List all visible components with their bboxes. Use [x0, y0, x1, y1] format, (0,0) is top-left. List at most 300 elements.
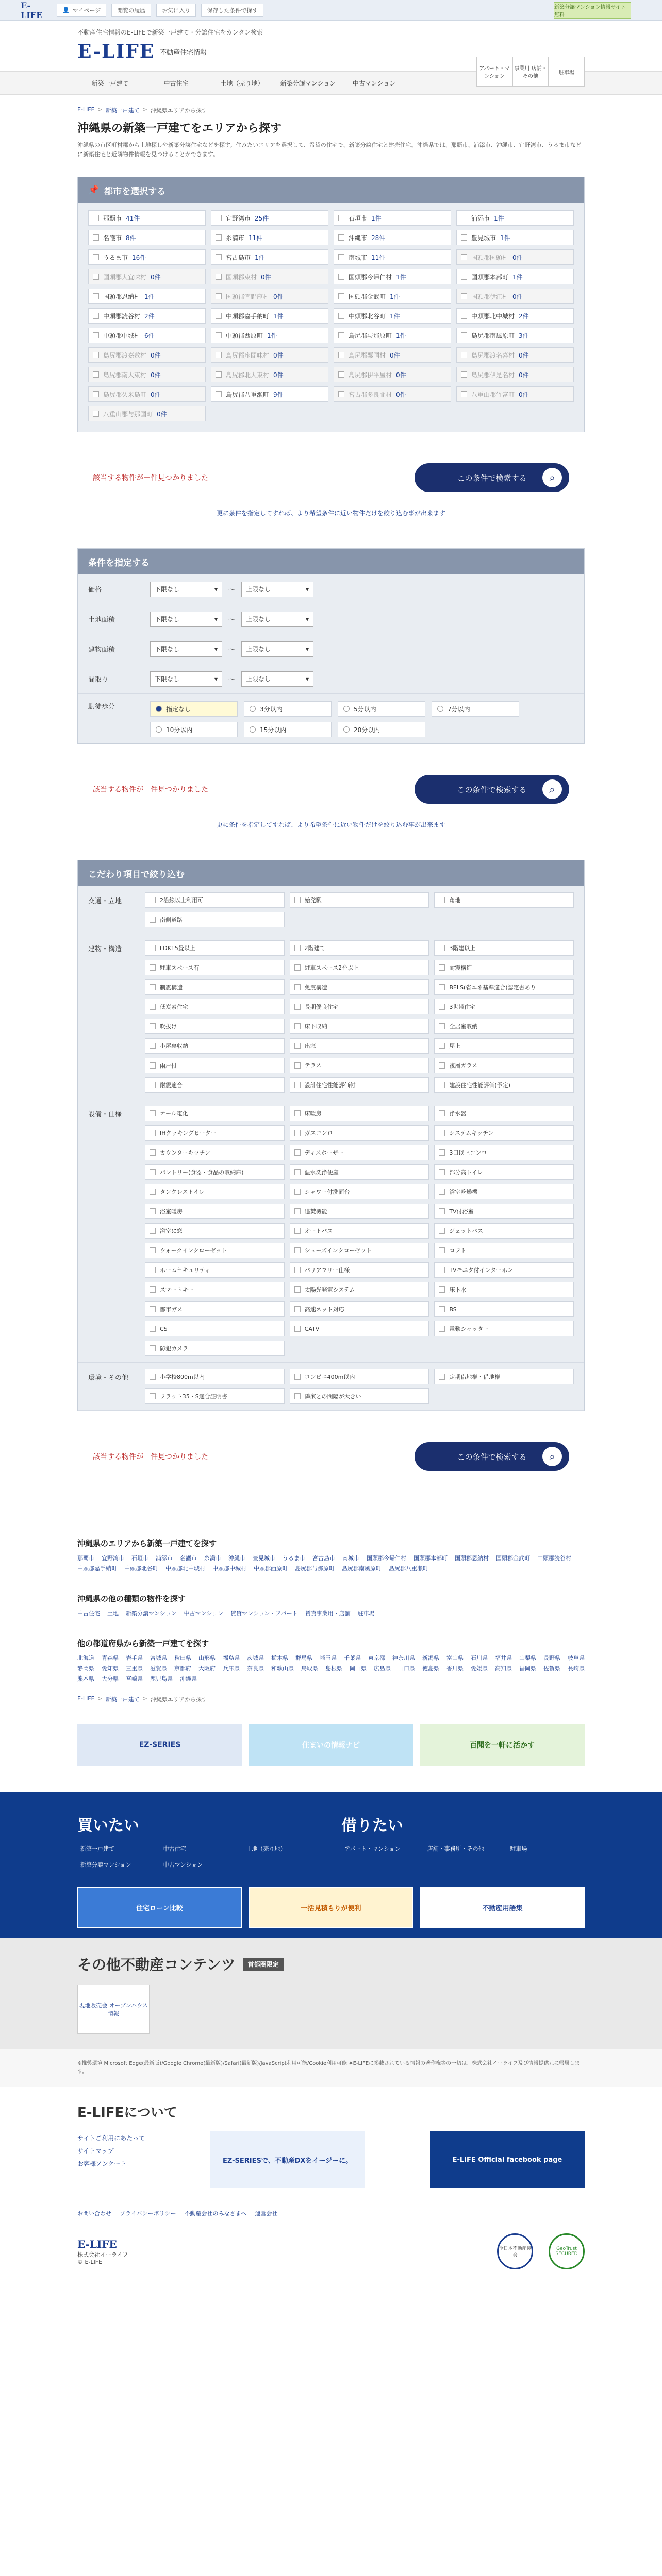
pref-link[interactable]: 栃木県 [271, 1655, 288, 1662]
pref-link[interactable]: 岐阜県 [568, 1655, 585, 1662]
city-checkbox[interactable] [93, 293, 99, 299]
kodawari-checkbox[interactable] [439, 1130, 445, 1136]
kodawari-checkbox[interactable] [150, 917, 156, 923]
other-type-link[interactable]: 賃貸事業用・店舗 [305, 1610, 351, 1617]
footer-buy-link[interactable]: 中古住宅 [160, 1842, 238, 1855]
pref-link[interactable]: 長野県 [543, 1655, 560, 1662]
kodawari-checkbox[interactable] [439, 1326, 445, 1332]
kodawari-checkbox[interactable] [439, 964, 445, 971]
pref-link[interactable]: 兵庫県 [223, 1665, 240, 1672]
kodawari-checkbox[interactable] [439, 1082, 445, 1088]
pref-link[interactable]: 愛知県 [102, 1665, 119, 1672]
area-link[interactable]: 島尻郡与那原町 [295, 1565, 335, 1572]
area-link[interactable]: 中頭郡中城村 [212, 1565, 246, 1572]
crumb-new-house[interactable]: 新築一戸建て [105, 107, 140, 114]
pref-link[interactable]: 山形県 [198, 1655, 216, 1662]
kodawari-checkbox[interactable] [150, 897, 156, 903]
city-checkbox[interactable] [216, 254, 222, 260]
city-option[interactable] [88, 210, 206, 226]
pref-link[interactable]: 宮城県 [150, 1655, 167, 1662]
kodawari-checkbox[interactable] [150, 1228, 156, 1234]
kodawari-option[interactable] [290, 1184, 429, 1199]
kodawari-option[interactable] [290, 1058, 429, 1073]
kodawari-checkbox[interactable] [439, 1062, 445, 1069]
footer-buy-link[interactable]: 土地（売り地） [243, 1842, 321, 1855]
kodawari-checkbox[interactable] [294, 1110, 301, 1116]
city-option[interactable] [88, 230, 206, 245]
kodawari-option[interactable] [145, 1145, 285, 1160]
link-agents[interactable]: 不動産会社のみなさまへ [184, 2210, 247, 2217]
max-select[interactable] [241, 641, 313, 657]
kodawari-checkbox[interactable] [439, 1004, 445, 1010]
kodawari-checkbox[interactable] [150, 1189, 156, 1195]
kodawari-checkbox[interactable] [439, 1043, 445, 1049]
kodawari-option[interactable] [434, 1184, 574, 1199]
pref-link[interactable]: 鳥取県 [301, 1665, 318, 1672]
area-link[interactable]: うるま市 [283, 1555, 305, 1562]
kodawari-option[interactable] [434, 1301, 574, 1317]
kodawari-checkbox[interactable] [294, 1393, 301, 1399]
walk-radio[interactable] [150, 701, 238, 717]
city-option[interactable] [456, 230, 574, 245]
kodawari-option[interactable] [145, 940, 285, 956]
area-link[interactable]: 浦添市 [156, 1555, 173, 1562]
kodawari-checkbox[interactable] [439, 1286, 445, 1293]
city-checkbox[interactable] [338, 293, 344, 299]
city-option[interactable] [211, 308, 328, 324]
kodawari-checkbox[interactable] [294, 897, 301, 903]
area-link[interactable]: 中頭郡北中城村 [166, 1565, 205, 1572]
kodawari-option[interactable] [434, 1125, 574, 1141]
kodawari-option[interactable] [290, 1204, 429, 1219]
walk-radio[interactable] [244, 701, 332, 717]
kodawari-option[interactable] [290, 1077, 429, 1093]
walk-radio[interactable] [244, 722, 332, 737]
kodawari-checkbox[interactable] [150, 1023, 156, 1029]
geotrust-seal[interactable]: GeoTrust SECURED [549, 2233, 585, 2269]
city-checkbox[interactable] [461, 215, 467, 221]
search-button[interactable] [415, 775, 569, 804]
kodawari-option[interactable] [145, 960, 285, 975]
kodawari-option[interactable] [290, 999, 429, 1014]
city-checkbox[interactable] [216, 332, 222, 338]
kodawari-option[interactable] [145, 1282, 285, 1297]
crumb-home[interactable]: E-LIFE [77, 1695, 95, 1702]
area-link[interactable]: 宜野湾市 [102, 1555, 124, 1562]
area-link[interactable]: 中頭郡西原町 [254, 1565, 288, 1572]
header-business-link[interactable]: 事業用 店舗・その他 [512, 57, 549, 87]
pref-link[interactable]: 福井県 [495, 1655, 512, 1662]
kodawari-option[interactable] [290, 1106, 429, 1121]
kodawari-checkbox[interactable] [294, 1082, 301, 1088]
kodawari-option[interactable] [290, 1388, 429, 1404]
kodawari-option[interactable] [145, 1243, 285, 1258]
pref-link[interactable]: 愛媛県 [471, 1665, 488, 1672]
search-button[interactable] [415, 1442, 569, 1471]
search-button[interactable] [415, 463, 569, 492]
other-type-link[interactable]: 賃貸マンション・アパート [230, 1610, 298, 1617]
area-link[interactable]: 宮古島市 [312, 1555, 335, 1562]
pref-link[interactable]: 秋田県 [174, 1655, 191, 1662]
kodawari-checkbox[interactable] [150, 1326, 156, 1332]
gnav-new-mansion[interactable]: 新築分譲マンション [275, 72, 341, 94]
min-select[interactable] [150, 641, 222, 657]
kodawari-checkbox[interactable] [150, 1062, 156, 1069]
pref-link[interactable]: 岩手県 [126, 1655, 143, 1662]
kodawari-option[interactable] [434, 892, 574, 908]
link-privacy[interactable]: プライバシーポリシー [120, 2210, 176, 2217]
area-link[interactable]: 那覇市 [77, 1555, 94, 1562]
kodawari-checkbox[interactable] [150, 1149, 156, 1156]
site-logo[interactable]: E-LIFE [77, 41, 155, 62]
area-link[interactable]: 沖縄市 [228, 1555, 245, 1562]
estimate-banner[interactable]: 一括見積もりが便利 [249, 1887, 413, 1928]
pref-link[interactable]: 新潟県 [422, 1655, 439, 1662]
banner-ez[interactable]: EZ-SERIES [77, 1724, 242, 1766]
kodawari-option[interactable] [145, 1223, 285, 1239]
pref-link[interactable]: 神奈川県 [392, 1655, 415, 1662]
kodawari-option[interactable] [290, 1321, 429, 1336]
crumb-home[interactable]: E-LIFE [77, 106, 95, 113]
kodawari-checkbox[interactable] [294, 1189, 301, 1195]
pref-link[interactable]: 富山県 [446, 1655, 464, 1662]
footer-buy-link[interactable]: 新築一戸建て [77, 1842, 155, 1855]
kodawari-checkbox[interactable] [294, 1043, 301, 1049]
kodawari-option[interactable] [290, 1125, 429, 1141]
city-option[interactable] [334, 269, 451, 284]
kodawari-option[interactable] [434, 1038, 574, 1054]
area-link[interactable]: 中頭郡読谷村 [537, 1555, 571, 1562]
kodawari-option[interactable] [434, 960, 574, 975]
city-option[interactable] [456, 210, 574, 226]
pref-link[interactable]: 福島県 [223, 1655, 240, 1662]
walk-radio[interactable] [338, 722, 425, 737]
kodawari-checkbox[interactable] [150, 1110, 156, 1116]
kodawari-checkbox[interactable] [294, 1286, 301, 1293]
kodawari-option[interactable] [290, 1243, 429, 1258]
kodawari-option[interactable] [290, 1282, 429, 1297]
gnav-used-house[interactable]: 中古住宅 [143, 72, 209, 94]
kodawari-option[interactable] [290, 979, 429, 995]
area-link[interactable]: 島尻郡八重瀬町 [389, 1565, 428, 1572]
pref-link[interactable]: 石川県 [471, 1655, 488, 1662]
link-company[interactable]: 運営会社 [255, 2210, 278, 2217]
pref-link[interactable]: 奈良県 [247, 1665, 264, 1672]
kodawari-checkbox[interactable] [439, 1267, 445, 1273]
kodawari-option[interactable] [145, 1321, 285, 1336]
kodawari-checkbox[interactable] [150, 1345, 156, 1351]
mypage-button[interactable] [57, 4, 106, 17]
kodawari-checkbox[interactable] [150, 1169, 156, 1175]
pref-link[interactable]: 京都府 [174, 1665, 191, 1672]
city-checkbox[interactable] [461, 234, 467, 241]
area-link[interactable]: 島尻郡南風原町 [342, 1565, 382, 1572]
pref-link[interactable]: 群馬県 [295, 1655, 312, 1662]
kodawari-checkbox[interactable] [294, 1306, 301, 1312]
kodawari-checkbox[interactable] [294, 1062, 301, 1069]
kodawari-option[interactable] [290, 1145, 429, 1160]
city-checkbox[interactable] [338, 234, 344, 241]
kodawari-option[interactable] [434, 1106, 574, 1121]
kodawari-option[interactable] [434, 1019, 574, 1034]
history-button[interactable] [111, 4, 151, 17]
kodawari-option[interactable] [290, 940, 429, 956]
city-option[interactable] [211, 230, 328, 245]
kodawari-checkbox[interactable] [439, 1189, 445, 1195]
city-checkbox[interactable] [216, 391, 222, 397]
city-checkbox[interactable] [461, 313, 467, 319]
area-link[interactable]: 石垣市 [131, 1555, 148, 1562]
city-checkbox[interactable] [338, 313, 344, 319]
kodawari-checkbox[interactable] [439, 984, 445, 990]
kodawari-option[interactable] [434, 1204, 574, 1219]
pref-link[interactable]: 青森県 [102, 1655, 119, 1662]
area-link[interactable]: 糸満市 [204, 1555, 221, 1562]
city-option[interactable] [334, 249, 451, 265]
footer-buy-link[interactable]: 新築分譲マンション [77, 1858, 155, 1871]
city-option[interactable] [211, 210, 328, 226]
other-type-link[interactable]: 中古マンション [184, 1610, 224, 1617]
pref-link[interactable]: 高知県 [495, 1665, 512, 1672]
city-option[interactable] [88, 289, 206, 304]
kodawari-option[interactable] [434, 999, 574, 1014]
kodawari-checkbox[interactable] [439, 1374, 445, 1380]
area-link[interactable]: 名護市 [180, 1555, 197, 1562]
kodawari-option[interactable] [145, 1341, 285, 1356]
kodawari-option[interactable] [434, 1223, 574, 1239]
kodawari-option[interactable] [290, 1301, 429, 1317]
kodawari-option[interactable] [434, 979, 574, 995]
city-checkbox[interactable] [461, 274, 467, 280]
kodawari-option[interactable] [434, 1077, 574, 1093]
kodawari-checkbox[interactable] [439, 945, 445, 951]
pref-link[interactable]: 熊本県 [77, 1675, 94, 1682]
pref-link[interactable]: 島根県 [325, 1665, 342, 1672]
about-link-usage[interactable]: サイトご利用にあたって [77, 2134, 145, 2142]
footer-rent-link[interactable]: 駐車場 [507, 1842, 585, 1855]
city-option[interactable] [211, 249, 328, 265]
loan-banner[interactable]: 住宅ローン比較 [77, 1887, 242, 1928]
kodawari-option[interactable] [145, 1388, 285, 1404]
kodawari-checkbox[interactable] [294, 945, 301, 951]
kodawari-checkbox[interactable] [150, 1286, 156, 1293]
kodawari-checkbox[interactable] [150, 1004, 156, 1010]
link-contact[interactable]: お問い合わせ [77, 2210, 111, 2217]
min-select[interactable] [150, 612, 222, 627]
kodawari-checkbox[interactable] [439, 1228, 445, 1234]
kodawari-checkbox[interactable] [150, 945, 156, 951]
pref-link[interactable]: 広島県 [374, 1665, 391, 1672]
city-option[interactable] [456, 308, 574, 324]
kodawari-option[interactable] [434, 940, 574, 956]
walk-radio[interactable] [432, 701, 519, 717]
kodawari-checkbox[interactable] [294, 1023, 301, 1029]
city-checkbox[interactable] [216, 313, 222, 319]
header-parking-link[interactable]: 駐車場 [549, 57, 585, 87]
kodawari-option[interactable] [434, 1164, 574, 1180]
other-type-link[interactable]: 駐車場 [357, 1610, 375, 1617]
other-type-link[interactable]: 土地 [107, 1610, 119, 1617]
kodawari-checkbox[interactable] [150, 964, 156, 971]
kiwi-banner[interactable]: 新築分譲マンション情報サイト 無料 [554, 2, 631, 19]
area-link[interactable]: 中頭郡嘉手納町 [77, 1565, 117, 1572]
about-link-sitemap[interactable]: サイトマップ [77, 2147, 114, 2155]
kodawari-option[interactable] [145, 1204, 285, 1219]
city-option[interactable] [456, 328, 574, 343]
banner-navi[interactable]: 住まいの情報ナビ [249, 1724, 413, 1766]
kodawari-checkbox[interactable] [294, 1208, 301, 1214]
area-link[interactable]: 国頭郡金武町 [496, 1555, 530, 1562]
pref-link[interactable]: 大分県 [102, 1675, 119, 1682]
kodawari-option[interactable] [145, 1125, 285, 1141]
kodawari-checkbox[interactable] [150, 1043, 156, 1049]
pref-link[interactable]: 鹿児島県 [150, 1675, 173, 1682]
kodawari-option[interactable] [145, 999, 285, 1014]
pref-link[interactable]: 岡山県 [350, 1665, 367, 1672]
area-link[interactable]: 国頭郡本部町 [413, 1555, 448, 1562]
kodawari-checkbox[interactable] [439, 1110, 445, 1116]
kodawari-checkbox[interactable] [150, 1208, 156, 1214]
kodawari-checkbox[interactable] [294, 1149, 301, 1156]
max-select[interactable] [241, 671, 313, 687]
kodawari-option[interactable] [290, 1019, 429, 1034]
ez-banner[interactable]: EZ-SERIESで、不動産DXをイージーに。 [210, 2131, 365, 2188]
city-checkbox[interactable] [93, 332, 99, 338]
openhouse-card[interactable]: 現地販売会 オープンハウス情報 [77, 1985, 150, 2034]
pref-link[interactable]: 香川県 [446, 1665, 464, 1672]
other-type-link[interactable]: 新築分譲マンション [126, 1610, 177, 1617]
kodawari-option[interactable] [145, 1077, 285, 1093]
kodawari-checkbox[interactable] [439, 1023, 445, 1029]
city-checkbox[interactable] [93, 254, 99, 260]
city-option[interactable] [334, 230, 451, 245]
kodawari-checkbox[interactable] [439, 1149, 445, 1156]
kodawari-option[interactable] [145, 912, 285, 927]
kodawari-checkbox[interactable] [294, 1169, 301, 1175]
glossary-banner[interactable]: 不動産用語集 [420, 1887, 585, 1928]
kodawari-checkbox[interactable] [294, 1228, 301, 1234]
gnav-new-house[interactable]: 新築一戸建て [77, 72, 143, 94]
kodawari-checkbox[interactable] [150, 984, 156, 990]
pref-link[interactable]: 佐賀県 [543, 1665, 560, 1672]
kodawari-option[interactable] [145, 1369, 285, 1384]
pref-link[interactable]: 東京都 [368, 1655, 385, 1662]
kodawari-checkbox[interactable] [439, 1306, 445, 1312]
city-option[interactable] [88, 328, 206, 343]
kodawari-checkbox[interactable] [150, 1393, 156, 1399]
kodawari-checkbox[interactable] [294, 1247, 301, 1253]
banner-hyakubun[interactable]: 百聞を一軒に活かす [420, 1724, 585, 1766]
pref-link[interactable]: 和歌山県 [271, 1665, 294, 1672]
city-checkbox[interactable] [338, 332, 344, 338]
pref-link[interactable]: 千葉県 [344, 1655, 361, 1662]
kodawari-checkbox[interactable] [150, 1267, 156, 1273]
kodawari-option[interactable] [434, 1145, 574, 1160]
pref-link[interactable]: 静岡県 [77, 1665, 94, 1672]
kodawari-option[interactable] [290, 1164, 429, 1180]
pref-link[interactable]: 滋賀県 [150, 1665, 167, 1672]
kodawari-option[interactable] [145, 1058, 285, 1073]
area-link[interactable]: 国頭郡恩納村 [455, 1555, 489, 1562]
city-option[interactable] [456, 269, 574, 284]
kodawari-option[interactable] [434, 1369, 574, 1384]
city-checkbox[interactable] [338, 274, 344, 280]
kodawari-option[interactable] [145, 1038, 285, 1054]
crumb-new-house[interactable]: 新築一戸建て [105, 1696, 140, 1703]
pref-link[interactable]: 山梨県 [519, 1655, 536, 1662]
gnav-land[interactable]: 土地（売り地） [209, 72, 275, 94]
city-checkbox[interactable] [93, 313, 99, 319]
kodawari-option[interactable] [434, 1321, 574, 1336]
pref-link[interactable]: 沖縄県 [180, 1675, 197, 1682]
kodawari-checkbox[interactable] [294, 1326, 301, 1332]
min-select[interactable] [150, 671, 222, 687]
kodawari-option[interactable] [145, 892, 285, 908]
pref-link[interactable]: 大阪府 [198, 1665, 216, 1672]
area-link[interactable]: 中頭郡北谷町 [124, 1565, 158, 1572]
area-link[interactable]: 国頭郡今帰仁村 [367, 1555, 406, 1562]
pref-link[interactable]: 三重県 [126, 1665, 143, 1672]
pref-link[interactable]: 山口県 [398, 1665, 415, 1672]
pref-link[interactable]: 茨城県 [247, 1655, 264, 1662]
kodawari-option[interactable] [290, 960, 429, 975]
kodawari-option[interactable] [145, 1262, 285, 1278]
city-checkbox[interactable] [216, 234, 222, 241]
kodawari-option[interactable] [290, 1223, 429, 1239]
pref-link[interactable]: 福岡県 [519, 1665, 536, 1672]
city-option[interactable] [334, 328, 451, 343]
pref-link[interactable]: 埼玉県 [320, 1655, 337, 1662]
city-option[interactable] [211, 386, 328, 402]
city-checkbox[interactable] [338, 215, 344, 221]
city-checkbox[interactable] [461, 332, 467, 338]
kodawari-option[interactable] [145, 979, 285, 995]
kodawari-option[interactable] [145, 1164, 285, 1180]
kodawari-option[interactable] [145, 1106, 285, 1121]
pref-link[interactable]: 徳島県 [422, 1665, 439, 1672]
kodawari-option[interactable] [434, 1058, 574, 1073]
max-select[interactable] [241, 612, 313, 627]
kodawari-option[interactable] [290, 1038, 429, 1054]
area-link[interactable]: 南城市 [342, 1555, 359, 1562]
city-checkbox[interactable] [216, 215, 222, 221]
city-option[interactable] [334, 308, 451, 324]
kodawari-checkbox[interactable] [439, 1247, 445, 1253]
kodawari-option[interactable] [434, 1262, 574, 1278]
kodawari-checkbox[interactable] [150, 1374, 156, 1380]
walk-radio[interactable] [338, 701, 425, 717]
pref-link[interactable]: 宮崎県 [126, 1675, 143, 1682]
city-option[interactable] [334, 210, 451, 226]
kodawari-option[interactable] [434, 1282, 574, 1297]
kodawari-checkbox[interactable] [294, 964, 301, 971]
min-select[interactable] [150, 582, 222, 597]
kodawari-checkbox[interactable] [294, 1267, 301, 1273]
saved-search-button[interactable] [201, 4, 263, 17]
footer-buy-link[interactable]: 中古マンション [160, 1858, 238, 1871]
kodawari-checkbox[interactable] [439, 897, 445, 903]
city-checkbox[interactable] [93, 234, 99, 241]
city-option[interactable] [88, 249, 206, 265]
kodawari-checkbox[interactable] [294, 984, 301, 990]
city-option[interactable] [211, 328, 328, 343]
city-checkbox[interactable] [338, 254, 344, 260]
kodawari-checkbox[interactable] [150, 1130, 156, 1136]
other-type-link[interactable]: 中古住宅 [77, 1610, 100, 1617]
area-link[interactable]: 豊見城市 [253, 1555, 275, 1562]
kodawari-option[interactable] [290, 892, 429, 908]
kodawari-checkbox[interactable] [150, 1247, 156, 1253]
